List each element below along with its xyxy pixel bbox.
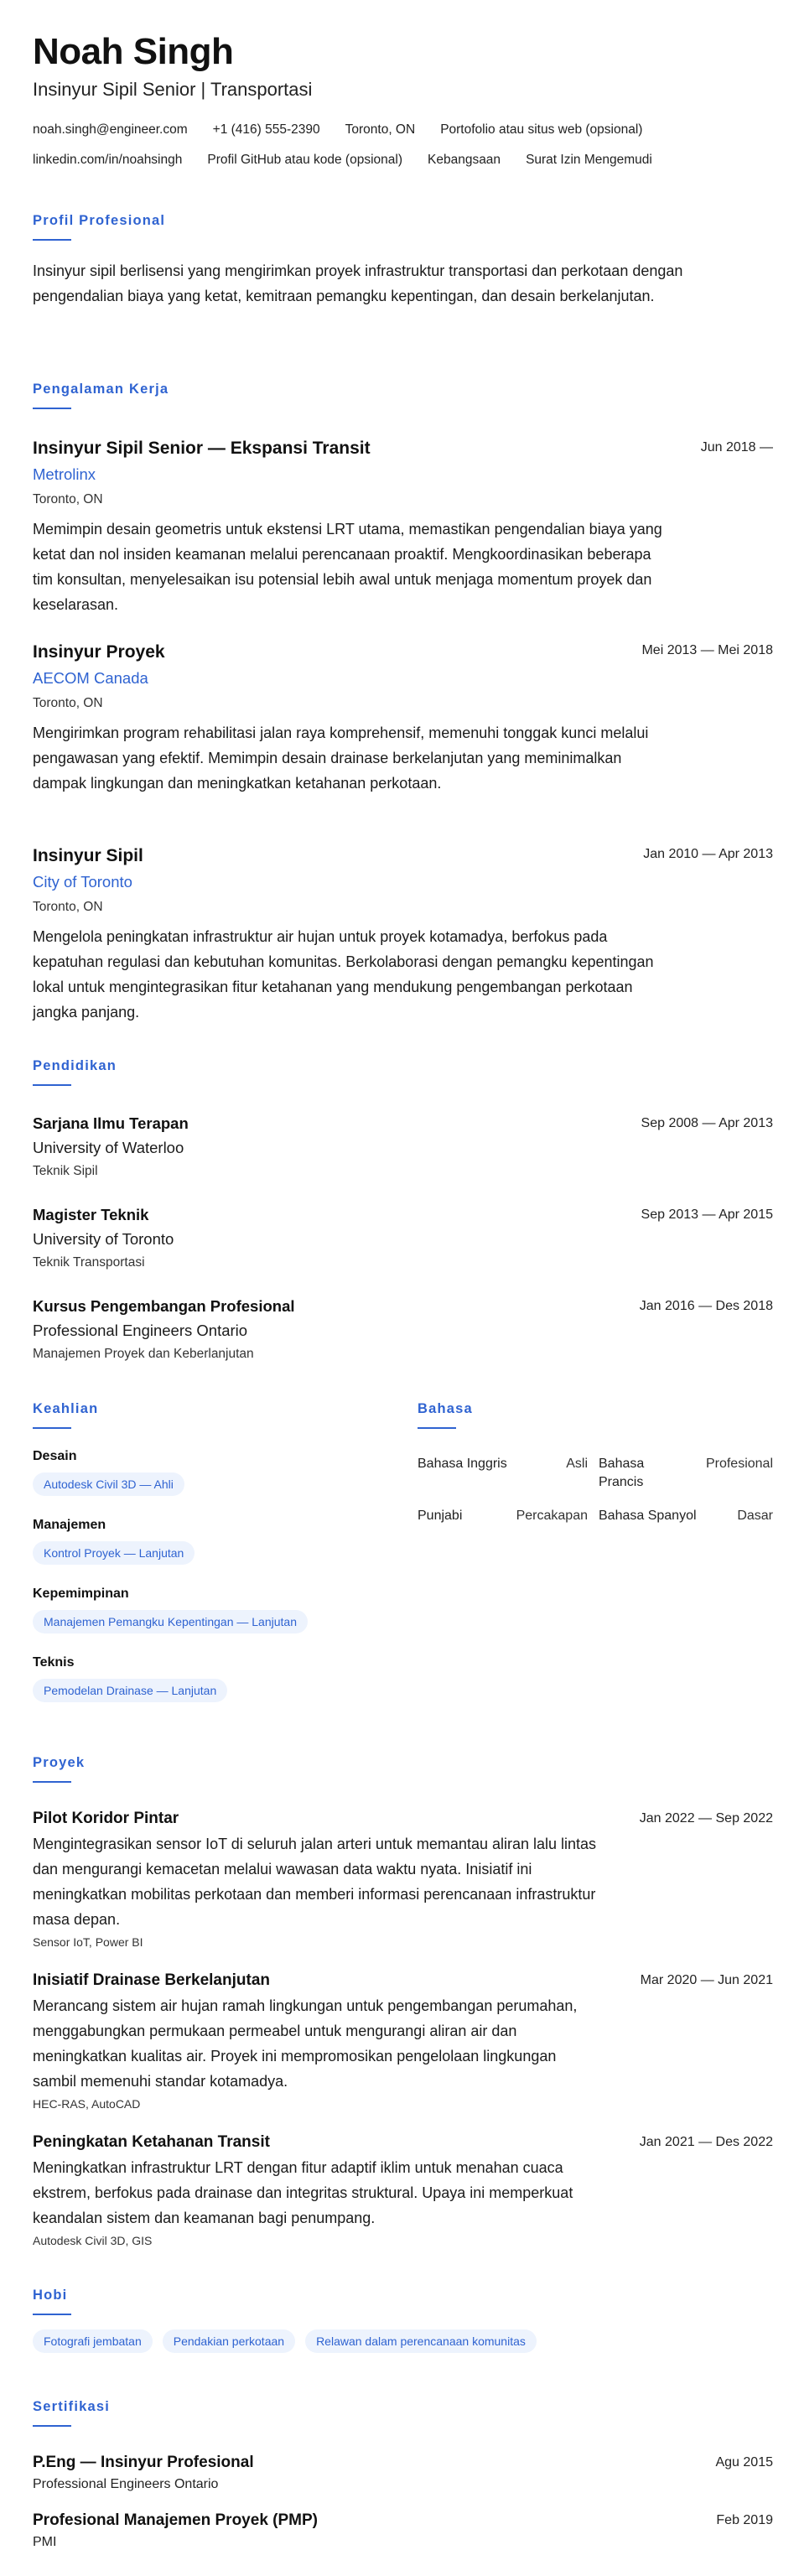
edu-school: Professional Engineers Ontario: [33, 1322, 248, 1339]
language-name: Bahasa Spanyol: [599, 1509, 697, 1523]
skill-category: Teknis: [33, 1655, 75, 1670]
job-location: Toronto, ON: [33, 492, 103, 506]
job-title: Insinyur Proyek: [33, 642, 165, 662]
skill-category: Kepemimpinan: [33, 1587, 129, 1601]
job-title: Insinyur Sipil: [33, 846, 143, 865]
project-description: Mengintegrasikan sensor IoT di seluruh jalan arteri untuk memantau aliran lalu lintas dan mengurangi kemacetan melalui wawasan data waktu nyata. Inisiatif ini meningkatkan mobilitas perkotaan dan memberi informasi perencanaan infrastruktur masa depan.: [33, 1836, 597, 1928]
language-level: Percakapan: [516, 1509, 588, 1523]
language-name: Bahasa Inggris: [418, 1457, 507, 1471]
edu-degree: Sarjana Ilmu Terapan: [33, 1114, 189, 1132]
section-title-certifications: Sertifikasi: [33, 2399, 111, 2414]
job-dates: Jan 2010 — Apr 2013: [643, 847, 773, 861]
profile-summary: Insinyur sipil berlisensi yang mengirimkan proyek infrastruktur transportasi dan perkotaan dengan pengendalian biaya yang ketat, kemitraan pemangku kepentingan, dan desain berkelanjutan.: [33, 262, 683, 304]
section-rule: [33, 1427, 71, 1429]
edu-field: Teknik Transportasi: [33, 1255, 145, 1270]
contact-website[interactable]: Portofolio atau situs web (opsional): [440, 122, 643, 137]
section-rule: [33, 1781, 71, 1783]
project-title: Inisiatif Drainase Berkelanjutan: [33, 1971, 270, 1989]
job-title: Insinyur Sipil Senior — Ekspansi Transit: [33, 439, 371, 458]
skill-pill: Autodesk Civil 3D — Ahli: [33, 1472, 184, 1496]
project-description: Meningkatkan infrastruktur LRT dengan fitur adaptif iklim untuk menahan cuaca ekstrem, berfokus pada drainase dan integritas struktural. Upaya ini memperkuat keandalan sistem dan keamanan bagi penumpang.: [33, 2159, 573, 2226]
job-company[interactable]: Metrolinx: [33, 465, 96, 483]
contact-linkedin[interactable]: linkedin.com/in/noahsingh: [33, 153, 183, 167]
edu-degree: Kursus Pengembangan Profesional: [33, 1297, 295, 1315]
language-level: Asli: [566, 1457, 588, 1471]
project-tech: Sensor IoT, Power BI: [33, 1935, 143, 1949]
job-dates: Mei 2013 — Mei 2018: [641, 643, 773, 657]
contact-nationality: Kebangsaan: [428, 153, 501, 167]
project-dates: Jan 2021 — Des 2022: [639, 2135, 773, 2149]
edu-school: University of Toronto: [33, 1230, 174, 1248]
section-title-experience: Pengalaman Kerja: [33, 382, 169, 397]
edu-school: University of Waterloo: [33, 1139, 184, 1156]
cert-title: Profesional Manajemen Proyek (PMP): [33, 2511, 318, 2529]
contact-email[interactable]: noah.singh@engineer.com: [33, 122, 188, 137]
contact-license: Surat Izin Mengemudi: [526, 153, 652, 167]
candidate-title: Insinyur Sipil Senior | Transportasi: [33, 79, 313, 100]
project-tech: Autodesk Civil 3D, GIS: [33, 2234, 153, 2247]
contact-row-secondary: [33, 153, 677, 168]
section-title-languages: Bahasa: [418, 1401, 473, 1416]
edu-field: Manajemen Proyek dan Keberlanjutan: [33, 1347, 254, 1361]
hobby-list: [33, 2329, 547, 2353]
edu-degree: Magister Teknik: [33, 1206, 149, 1223]
skill-category: Desain: [33, 1449, 77, 1463]
project-dates: Mar 2020 — Jun 2021: [640, 1973, 773, 1987]
section-rule: [33, 2314, 71, 2315]
section-title-hobbies: Hobi: [33, 2288, 68, 2303]
skill-category: Manajemen: [33, 1518, 106, 1532]
cert-date: Agu 2015: [715, 2455, 773, 2470]
language-name: Bahasa Prancis: [599, 1457, 645, 1489]
contact-phone[interactable]: +1 (416) 555-2390: [212, 122, 320, 137]
project-title: Peningkatan Ketahanan Transit: [33, 2133, 270, 2151]
job-description: Mengirimkan program rehabilitasi jalan raya komprehensif, memenuhi tonggak kunci melalui pengawasan yang efektif. Memimpin desain drainase berkelanjutan yang meminimalkan dampak lingkungan dan meningkatkan ketahanan perkotaan.: [33, 724, 649, 792]
job-description: Memimpin desain geometris untuk ekstensi LRT utama, memastikan pengendalian biaya yang ketat dan nol insiden keamanan melalui perencanaan proaktif. Mengkoordinasikan beberapa tim konsultan, menyelesaikan isu potensial lebih awal untuk menjaga momentum proyek dan keselarasan.: [33, 521, 662, 613]
cert-date: Feb 2019: [716, 2513, 773, 2527]
section-rule: [418, 1427, 456, 1429]
job-company[interactable]: AECOM Canada: [33, 669, 148, 687]
hobby-pill: Pendakian perkotaan: [163, 2329, 295, 2353]
project-dates: Jan 2022 — Sep 2022: [639, 1811, 773, 1826]
job-location: Toronto, ON: [33, 696, 103, 710]
hobby-pill: Fotografi jembatan: [33, 2329, 153, 2353]
cert-issuer: PMI: [33, 2535, 57, 2549]
section-rule: [33, 2425, 71, 2427]
project-tech: HEC-RAS, AutoCAD: [33, 2097, 141, 2111]
contact-location: Toronto, ON: [345, 122, 416, 137]
section-title-education: Pendidikan: [33, 1058, 117, 1073]
edu-field: Teknik Sipil: [33, 1164, 98, 1178]
section-title-projects: Proyek: [33, 1755, 86, 1770]
skill-pill: Manajemen Pemangku Kepentingan — Lanjutan: [33, 1610, 308, 1633]
job-description: Mengelola peningkatan infrastruktur air hujan untuk proyek kotamadya, berfokus pada kepatuhan regulasi dan kebutuhan komunitas. Berkolaborasi dengan pemangku kepentingan lokal untuk mengintegrasikan fitur ketahanan yang mendukung pengembangan perkotaan jangka panjang.: [33, 928, 654, 1021]
section-rule: [33, 408, 71, 409]
cert-title: P.Eng — Insinyur Profesional: [33, 2454, 254, 2471]
language-name: Punjabi: [418, 1509, 463, 1523]
section-title-profile: Profil Profesional: [33, 213, 166, 228]
skill-pill: Pemodelan Drainase — Lanjutan: [33, 1679, 227, 1702]
section-title-skills: Keahlian: [33, 1401, 99, 1416]
job-location: Toronto, ON: [33, 900, 103, 914]
skill-pill: Kontrol Proyek — Lanjutan: [33, 1541, 195, 1565]
cert-issuer: Professional Engineers Ontario: [33, 2477, 219, 2491]
section-rule: [33, 239, 71, 241]
section-rule: [33, 1084, 71, 1086]
language-level: Profesional: [705, 1457, 773, 1471]
job-dates: Jun 2018 —: [700, 440, 773, 454]
project-title: Pilot Koridor Pintar: [33, 1810, 179, 1827]
project-description: Merancang sistem air hujan ramah lingkungan untuk pengembangan perumahan, menggabungkan permukaan permeabel untuk mengurangi aliran air dan meningkatkan kualitas air. Proyek ini mempromosikan pengelolaan lingkungan sambil memenuhi standar kotamadya.: [33, 1997, 578, 2090]
job-company[interactable]: City of Toronto: [33, 873, 132, 891]
candidate-name: Noah Singh: [33, 31, 234, 72]
language-level: Dasar: [737, 1509, 773, 1523]
edu-dates: Jan 2016 — Des 2018: [639, 1299, 773, 1313]
edu-dates: Sep 2008 — Apr 2013: [641, 1116, 773, 1130]
edu-dates: Sep 2013 — Apr 2015: [641, 1208, 773, 1222]
contact-github[interactable]: Profil GitHub atau kode (opsional): [207, 153, 402, 167]
hobby-pill: Relawan dalam perencanaan komunitas: [305, 2329, 537, 2353]
contact-row: [33, 122, 667, 138]
